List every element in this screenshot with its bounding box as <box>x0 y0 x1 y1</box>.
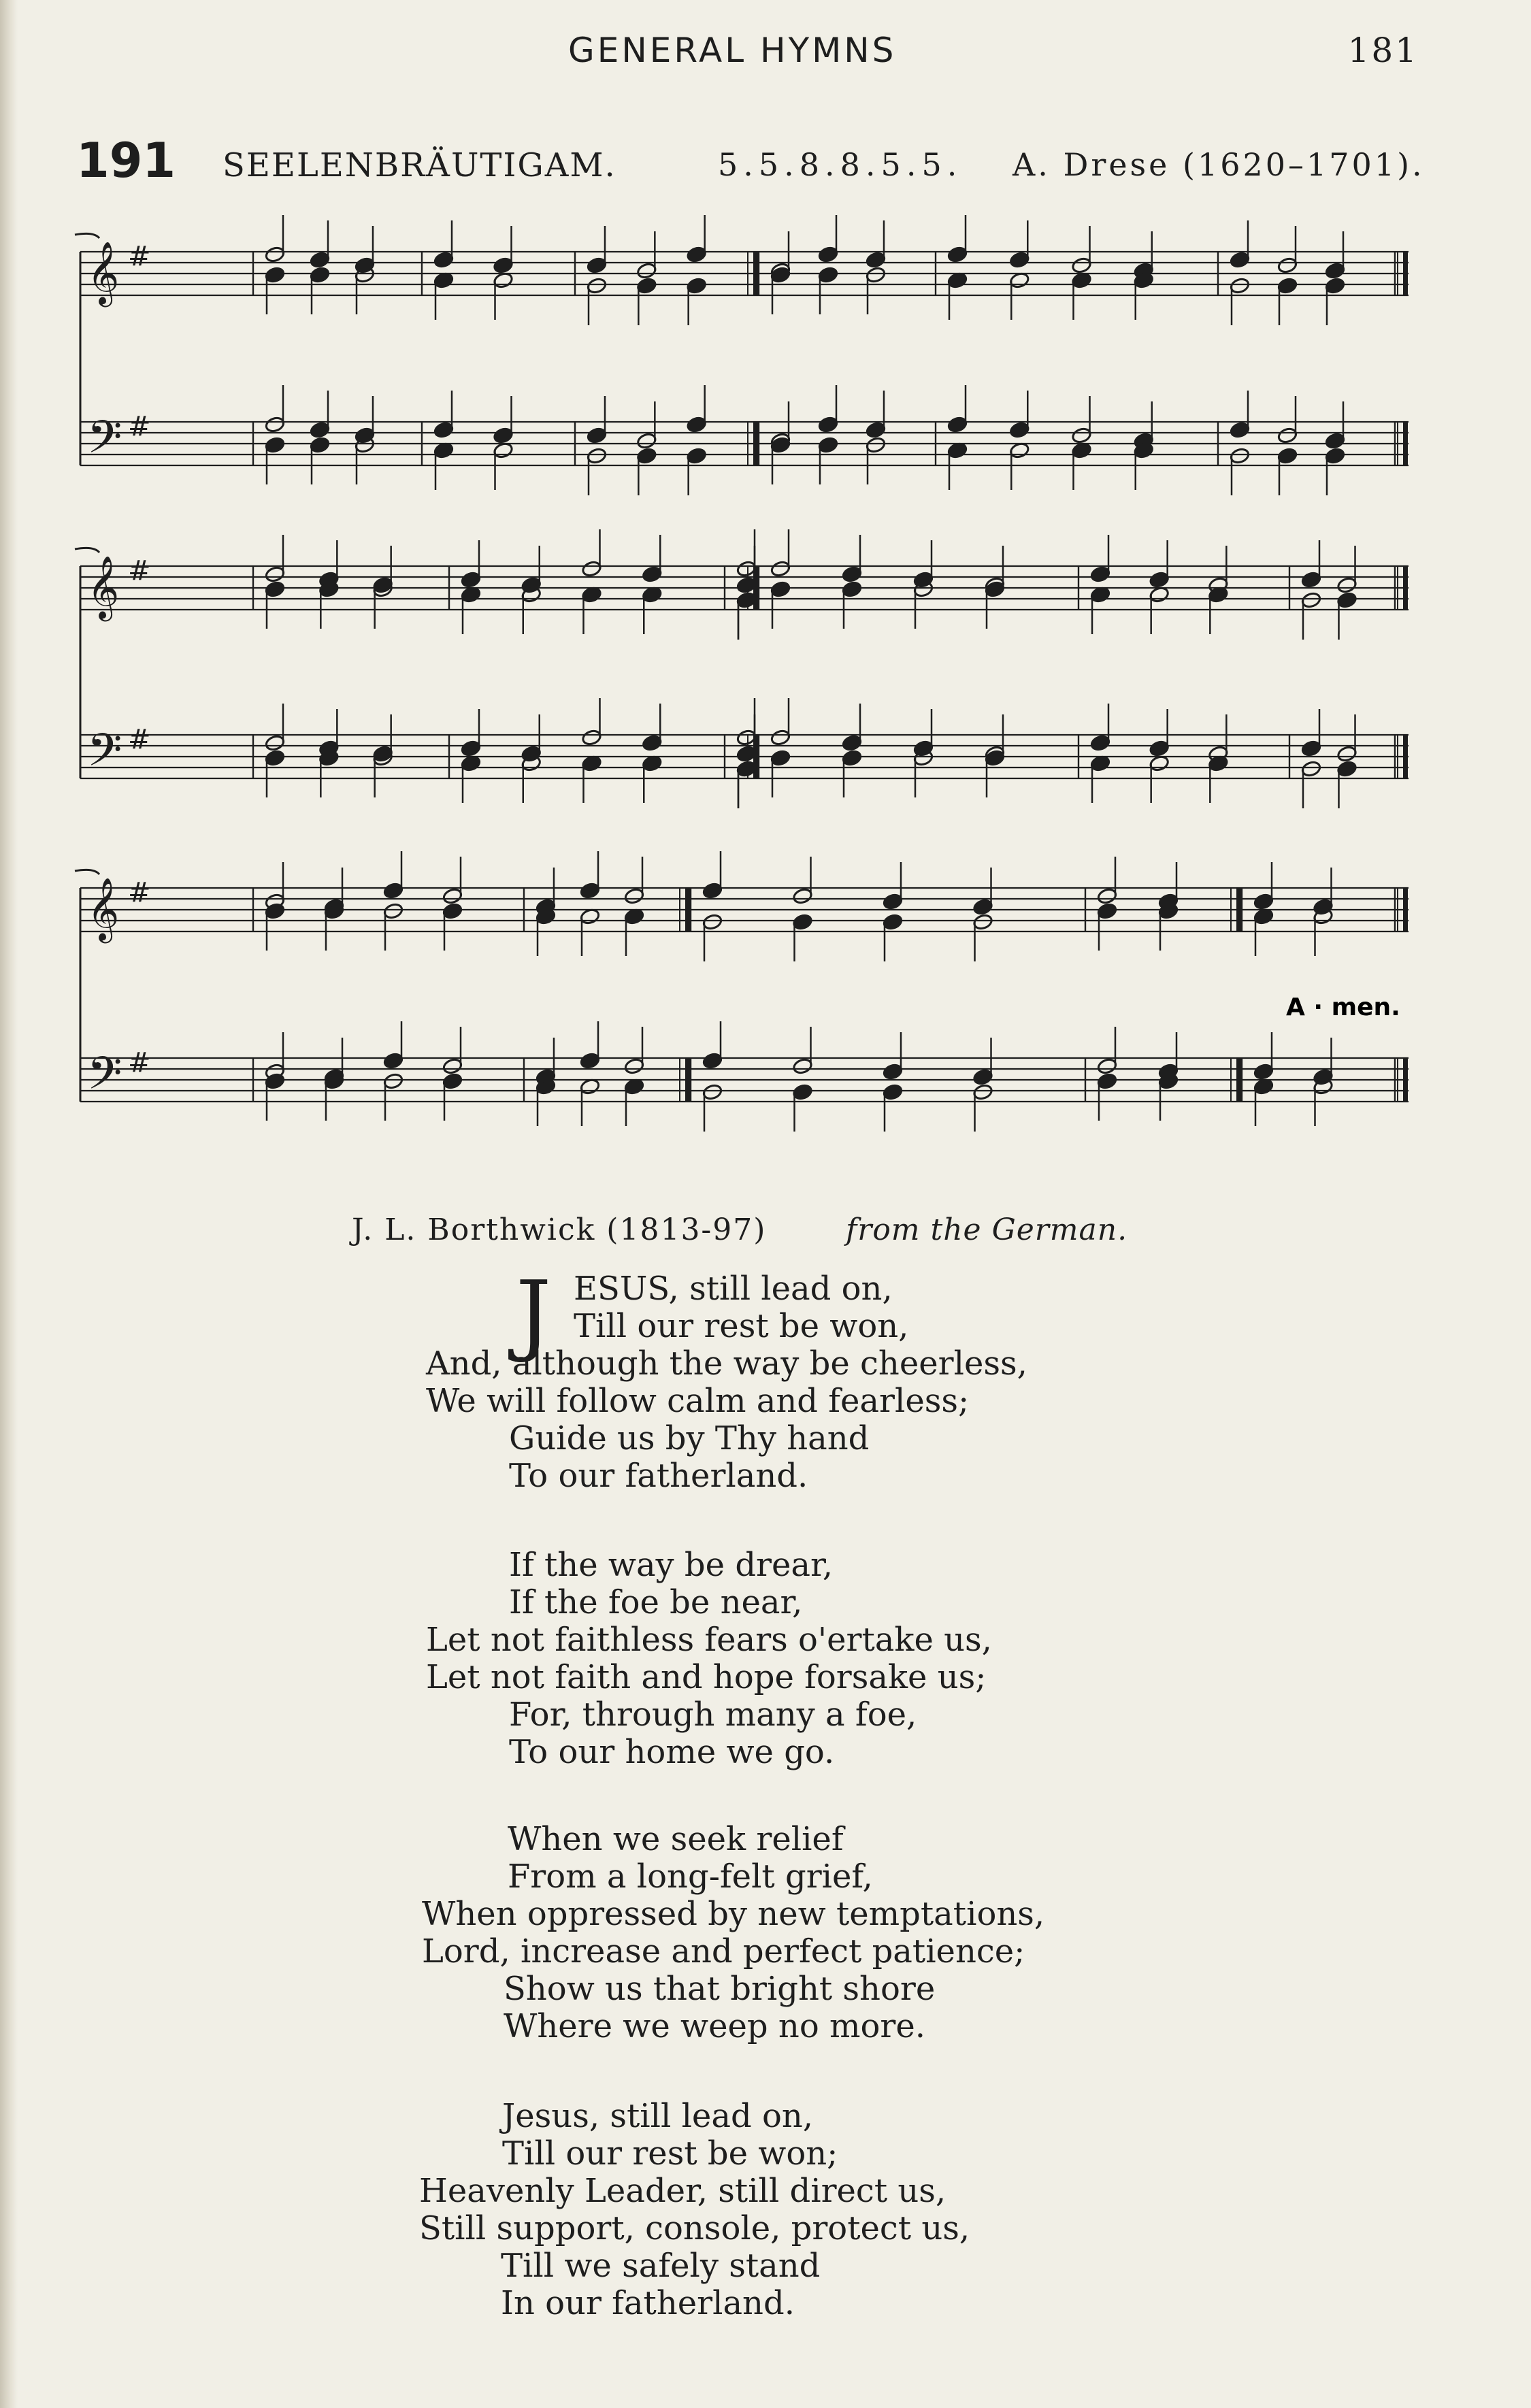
note-head <box>842 565 863 583</box>
note-head <box>1325 432 1346 450</box>
note-head <box>686 246 707 263</box>
note-head <box>442 1072 463 1090</box>
note-head <box>818 266 839 284</box>
verse-line: Heavenly Leader, still direct us, <box>419 2172 946 2210</box>
note-head <box>1325 277 1346 295</box>
note-head <box>1090 565 1111 583</box>
note-head <box>702 1052 723 1070</box>
verse-line: If the foe be near, <box>509 1583 803 1621</box>
note-head <box>770 580 791 598</box>
note-head <box>792 1057 813 1075</box>
note-head <box>433 421 455 439</box>
note-head <box>883 1063 904 1081</box>
note-head <box>770 729 791 746</box>
note-head <box>265 580 286 598</box>
double-barline <box>1403 735 1408 778</box>
note-head <box>947 416 968 433</box>
key-signature-sharp: # <box>128 724 151 755</box>
note-head <box>842 580 863 598</box>
drop-cap: J <box>516 1261 552 1365</box>
music-score <box>0 0 1531 1157</box>
hymn-meter: 5.5.8.8.5.5. <box>718 146 963 183</box>
note-head <box>1336 760 1357 778</box>
note-head <box>1230 277 1251 295</box>
note-head <box>1097 1057 1118 1075</box>
note-head <box>1336 591 1357 609</box>
system-brace <box>75 233 99 238</box>
verse-line: Jesus, still lead on, <box>502 2097 814 2135</box>
note-head <box>947 246 968 263</box>
treble-clef-icon: 𝄞 <box>87 241 120 304</box>
note-head <box>442 902 463 920</box>
note-head <box>1277 277 1298 295</box>
verse-line: We will follow calm and fearless; <box>426 1382 970 1420</box>
note-head <box>265 436 286 454</box>
amen-lyric: A · men. <box>1286 993 1400 1021</box>
verse-line: When oppressed by new temptations, <box>422 1895 1045 1933</box>
double-barline <box>1403 422 1408 465</box>
note-head <box>461 740 482 757</box>
note-head <box>1149 740 1170 757</box>
note-head <box>636 277 657 295</box>
note-head <box>383 902 404 920</box>
double-barline <box>1403 252 1408 295</box>
note-head <box>310 421 331 439</box>
verse-line: Where we weep no more. <box>504 2007 925 2045</box>
note-head <box>642 734 663 752</box>
note-head <box>686 416 707 433</box>
note-head <box>636 262 657 280</box>
system-brace <box>75 548 99 552</box>
note-head <box>1336 576 1357 594</box>
treble-clef-icon: 𝄞 <box>87 555 120 619</box>
note-head <box>310 266 331 284</box>
note-head <box>818 416 839 433</box>
note-head <box>265 416 286 433</box>
note-head <box>581 729 602 746</box>
note-head <box>265 565 286 583</box>
note-head <box>1301 740 1322 757</box>
note-head <box>792 887 813 905</box>
note-head <box>792 913 813 931</box>
verse-line: And, although the way be cheerless, <box>426 1345 1027 1383</box>
note-head <box>866 421 887 439</box>
note-head <box>1336 745 1357 763</box>
note-head <box>866 266 887 284</box>
note-head <box>702 1083 723 1101</box>
note-head <box>433 251 455 269</box>
note-head <box>493 257 514 274</box>
bass-clef-icon: 𝄢 <box>87 411 122 474</box>
double-barline <box>1403 888 1408 931</box>
verse-line: From a long-felt grief, <box>508 1858 873 1896</box>
verse-line: To our home we go. <box>509 1733 835 1771</box>
note-head <box>1097 1072 1118 1090</box>
note-head <box>702 882 723 900</box>
note-head <box>686 277 707 295</box>
key-signature-sharp: # <box>128 241 151 272</box>
note-head <box>792 1083 813 1101</box>
verse-line: For, through many a foe, <box>509 1696 917 1734</box>
verse-line: If the way be drear, <box>509 1546 833 1584</box>
note-head <box>1009 251 1030 269</box>
note-head <box>972 1083 993 1101</box>
double-barline <box>1236 1058 1241 1102</box>
note-head <box>770 560 791 578</box>
note-head <box>265 246 286 263</box>
note-head <box>383 882 404 900</box>
note-head <box>580 1052 601 1070</box>
double-barline <box>1403 1058 1408 1102</box>
verse-line: Till our rest be won; <box>502 2134 838 2173</box>
translation-source: from the German. <box>846 1213 1128 1247</box>
note-head <box>587 257 608 274</box>
note-head <box>1253 1063 1274 1081</box>
note-head <box>1277 447 1298 465</box>
note-head <box>587 427 608 444</box>
hymn-number: 191 <box>76 133 176 188</box>
note-head <box>883 1083 904 1101</box>
note-head <box>442 1057 463 1075</box>
key-signature-sharp: # <box>128 555 151 587</box>
note-head <box>1325 262 1346 280</box>
note-head <box>1090 734 1111 752</box>
author-credit: J. L. Borthwick (1813-97) <box>352 1213 767 1247</box>
verse-line: Lord, increase and perfect patience; <box>422 1932 1025 1970</box>
note-head <box>1301 571 1322 589</box>
note-head <box>866 251 887 269</box>
note-head <box>265 734 286 752</box>
double-barline <box>685 1058 690 1102</box>
verse-line: In our fatherland. <box>501 2284 795 2322</box>
verse-line: Let not faithless fears o'ertake us, <box>426 1621 992 1659</box>
note-head <box>1097 887 1118 905</box>
note-head <box>883 913 904 931</box>
note-head <box>702 913 723 931</box>
note-head <box>1009 421 1030 439</box>
note-head <box>1277 427 1298 444</box>
note-head <box>1301 591 1322 609</box>
note-head <box>972 913 993 931</box>
note-head <box>1149 571 1170 589</box>
note-head <box>1097 902 1118 920</box>
note-head <box>1325 447 1346 465</box>
verse-line: Show us that bright shore <box>504 1970 936 2008</box>
note-head <box>842 734 863 752</box>
note-head <box>624 1057 645 1075</box>
verse-line: Let not faith and hope forsake us; <box>426 1658 987 1696</box>
note-head <box>383 1072 404 1090</box>
composer-credit: A. Drese (1620–1701). <box>1013 146 1425 183</box>
note-head <box>636 432 657 450</box>
note-head <box>1253 893 1274 910</box>
system-brace <box>75 870 99 874</box>
note-head <box>1071 257 1092 274</box>
note-head <box>580 882 601 900</box>
double-barline <box>753 422 758 465</box>
note-head <box>461 571 482 589</box>
note-head <box>265 266 286 284</box>
verse-line: Guide us by Thy hand <box>509 1419 870 1457</box>
tune-name: SEELENBRÄUTIGAM. <box>223 146 616 184</box>
key-signature-sharp: # <box>128 877 151 908</box>
verse-line: ESUS, still lead on, <box>574 1270 893 1308</box>
note-head <box>587 277 608 295</box>
note-head <box>1230 251 1251 269</box>
note-head <box>310 436 331 454</box>
verse-line: Till our rest be won, <box>574 1307 909 1345</box>
note-head <box>1230 421 1251 439</box>
double-barline <box>753 252 758 295</box>
note-head <box>1301 760 1322 778</box>
verse-line: When we seek relief <box>508 1820 844 1858</box>
bass-clef-icon: 𝄢 <box>87 1047 122 1110</box>
key-signature-sharp: # <box>128 1047 151 1078</box>
key-signature-sharp: # <box>128 411 151 442</box>
note-head <box>770 749 791 767</box>
note-head <box>265 749 286 767</box>
treble-clef-icon: 𝄞 <box>87 877 120 940</box>
note-head <box>587 447 608 465</box>
running-head-title: GENERAL HYMNS <box>568 31 897 70</box>
note-head <box>493 427 514 444</box>
note-head <box>686 447 707 465</box>
double-barline <box>685 888 690 931</box>
double-barline <box>1403 566 1408 610</box>
note-head <box>866 436 887 454</box>
note-head <box>310 251 331 269</box>
note-head <box>581 560 602 578</box>
note-head <box>818 436 839 454</box>
note-head <box>842 749 863 767</box>
verse-line: Till we safely stand <box>501 2247 821 2285</box>
note-head <box>972 1068 993 1086</box>
double-barline <box>1236 888 1241 931</box>
note-head <box>1277 257 1298 274</box>
bass-clef-icon: 𝄢 <box>87 724 122 787</box>
note-head <box>624 887 645 905</box>
verse-line: To our fatherland. <box>509 1457 808 1495</box>
note-head <box>883 893 904 910</box>
text-attribution <box>0 1213 1531 1260</box>
note-head <box>1071 427 1092 444</box>
note-head <box>442 887 463 905</box>
note-head <box>636 447 657 465</box>
verse-line: Still support, console, protect us, <box>419 2209 970 2247</box>
note-head <box>972 898 993 916</box>
note-head <box>1230 447 1251 465</box>
note-head <box>818 246 839 263</box>
page-number: 181 <box>1347 31 1419 70</box>
note-head <box>642 565 663 583</box>
note-head <box>383 1052 404 1070</box>
